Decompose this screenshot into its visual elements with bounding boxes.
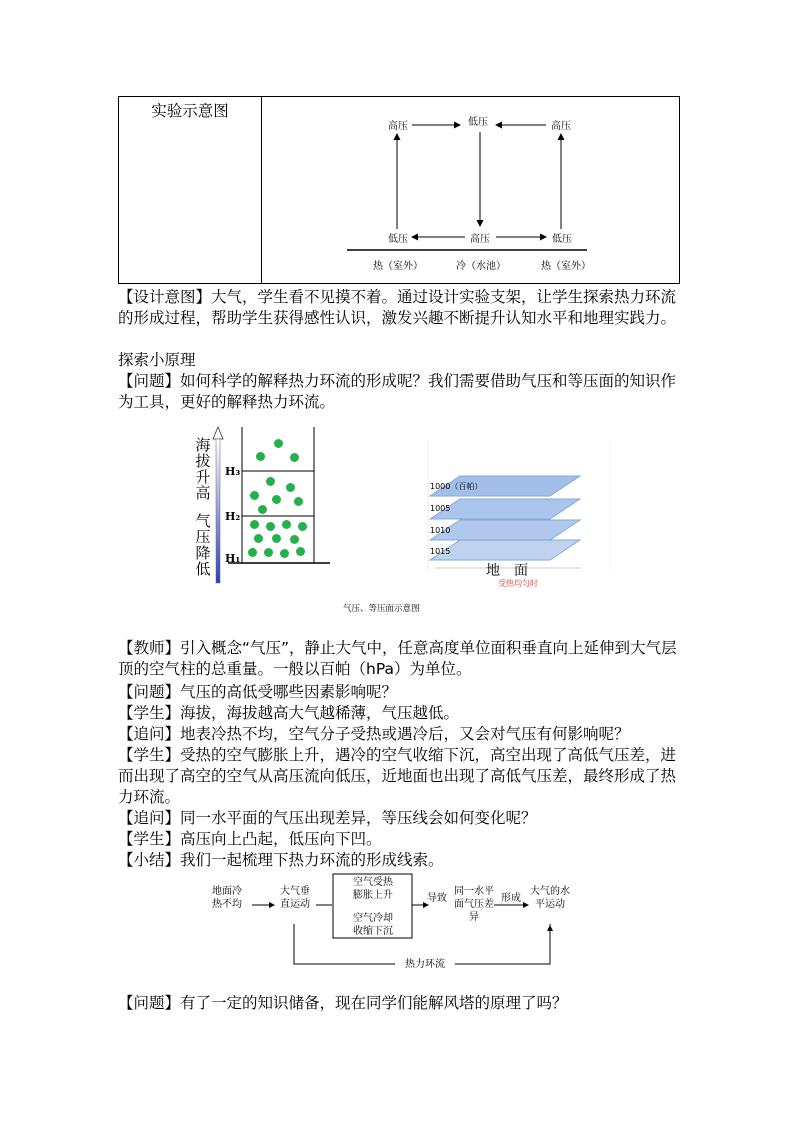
figure-caption: 气压、等压面示意图 [343,604,420,614]
design-intent-paragraph: 【设计意图】大气，学生看不见摸不着。通过设计实验支架，让学生探索热力环流的形成过程，帮助学生获得感性认识，激发兴趣不断提升认知水平和地理实践力。 [118,288,677,327]
explore-heading: 探索小原理 [118,351,196,369]
isobar-label-1010: 1010 [430,526,451,535]
altitude-rise-label: 海拔升高 [195,436,211,502]
followup-2-paragraph: 【追问】同一水平面的气压出现差异，等压线会如何变化呢？ [118,809,537,827]
experiment-diagram-cell [262,97,680,284]
summary-paragraph: 【小结】我们一起梳理下热力环流的形成线索。 [118,851,444,869]
thermal-circulation-flowchart [200,872,590,972]
label-bottom-left: 低压 [388,234,408,245]
air-molecule [298,522,307,531]
flow-box-uneven-heating: 地面冷热不均 [212,886,242,910]
teacher-paragraph: 【教师】引入概念“气压”，静止大气中，任意高度单位面积垂直向上延伸到大气层顶的空气柱的总重量。一般以百帕（hPa）为单位。 [118,639,677,678]
student-2-paragraph: 【学生】受热的空气膨胀上升，遇冷的空气收缩下沉，高空出现了高低气压差，进而出现了高空的空气从高压流向低压，近地面也出现了高低气压差，最终形成了热力环流。 [118,746,677,806]
level-h1: H₁ [225,552,241,565]
air-molecule [248,548,257,557]
followup-1-paragraph: 【追问】地表冷热不均，空气分子受热或遇冷后，又会对气压有何影响呢？ [118,725,630,743]
flow-loop-thermal-circulation: 热力环流 [395,958,455,971]
air-molecule [290,453,299,462]
ground-label: 地 面 [486,563,528,579]
isobar-label-1015: 1015 [430,547,451,556]
isobar-plane-1005 [430,499,580,519]
air-molecule [266,522,275,531]
question-1-paragraph: 【问题】如何科学的解释热力环流的形成呢？我们需要借助气压和等压面的知识作为工具，更好的解释热力环流。 [118,372,677,411]
air-molecule [286,483,295,492]
air-molecule [280,549,289,558]
experiment-table [118,96,680,284]
isobar-plane-1010 [430,520,580,540]
student-1-paragraph: 【学生】海拔，海拔越高大气越稀薄，气压越低。 [118,704,460,722]
level-h2: H₂ [225,510,241,523]
air-molecule [250,491,259,500]
experiment-label: 实验示意图 [151,102,229,120]
ground-note: 受热均匀时 [498,579,538,588]
pressure-column-figure [190,425,340,585]
air-molecule [254,534,263,543]
air-molecule [258,505,267,514]
label-ground-right: 热（室外） [541,261,591,272]
isobar-label-1005: 1005 [430,504,451,513]
label-bottom-mid: 高压 [470,234,490,245]
air-molecule [282,520,291,529]
experiment-label-cell [119,97,262,284]
altitude-arrow-head [213,427,223,439]
label-top-mid: 低压 [468,117,488,128]
air-molecule [272,495,281,504]
student-3-paragraph: 【学生】高压向上凸起，低压向下凹。 [118,830,382,848]
label-ground-mid: 冷（水池） [456,261,506,272]
air-molecule [294,497,303,506]
altitude-axis-bar [216,439,220,583]
air-molecule [296,547,305,556]
flow-box-cooled-sink: 空气冷却收缩下沉 [353,913,393,937]
label-ground-left: 热（室外） [373,261,423,272]
air-molecule [256,452,265,461]
question-2-paragraph: 【问题】气压的高低受哪些因素影响呢？ [118,683,398,701]
label-top-left: 高压 [388,121,408,132]
flow-box-horizontal-motion: 大气的水平运动 [530,886,570,910]
level-h3: H₃ [225,465,241,478]
air-molecule [274,439,283,448]
flow-box-heated-rise: 空气受热膨胀上升 [353,877,393,901]
flow-box-pressure-difference: 同一水平面气压差异 [454,886,494,923]
air-molecule [250,520,259,529]
air-molecule [264,548,273,557]
isobar-plane-1015 [430,540,580,560]
flow-box-vertical-motion: 大气垂直运动 [280,886,310,910]
label-bottom-right: 低压 [552,234,572,245]
air-molecule [290,535,299,544]
question-3-paragraph: 【问题】有了一定的知识储备，现在同学们能解风塔的原理了吗？ [118,994,568,1012]
pressure-drop-label: 气压降低 [195,512,211,578]
flow-arrow-forms: 形成 [501,893,521,904]
isobar-planes-figure [420,440,620,595]
air-molecule [266,477,275,486]
isobar-label-1000: 1000（百帕） [430,482,483,491]
flow-arrow-leads-to: 导致 [427,893,447,904]
air-molecule [272,534,281,543]
label-top-right: 高压 [551,121,571,132]
